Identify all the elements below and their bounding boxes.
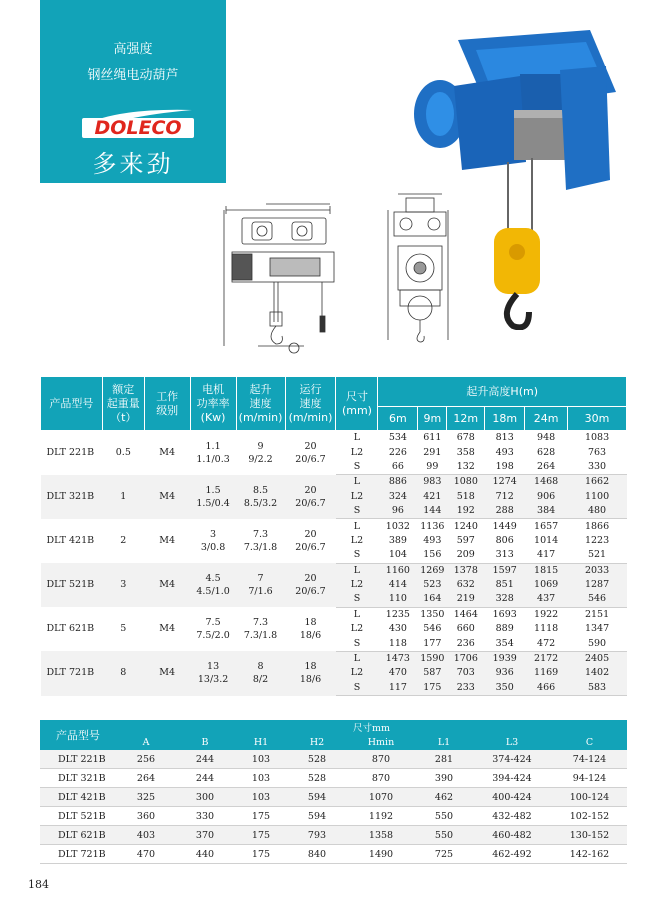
model-cell: DLT 421B	[41, 519, 103, 563]
dim-value-cell: 1192	[346, 807, 416, 826]
dim-value-cell: 394-424	[472, 769, 552, 788]
height-value-cell: 534	[378, 431, 418, 446]
height-value-cell: 1136	[418, 519, 447, 534]
dim-value-cell: 330	[176, 807, 234, 826]
height-value-cell: 350	[485, 681, 525, 696]
dim-value-cell: 400-424	[472, 788, 552, 807]
height-value-cell: 358	[447, 445, 485, 459]
work-class-cell: M4	[144, 651, 190, 695]
col-header-height: 30m	[568, 407, 627, 431]
dim-value-cell: 130-152	[552, 826, 627, 845]
spec-row	[41, 563, 627, 578]
lift-speed-cell: 8 8/2	[236, 651, 285, 695]
height-value-cell: 1240	[447, 519, 485, 534]
height-value-cell: 233	[447, 681, 485, 696]
col-header-size: 尺寸 (mm)	[336, 377, 378, 431]
height-value-cell: 948	[525, 431, 568, 446]
dim-col-header-model: 产品型号	[40, 720, 116, 750]
dim-value-cell: 840	[288, 845, 346, 864]
height-value-cell: 712	[485, 490, 525, 504]
height-value-cell: 99	[418, 460, 447, 475]
run-speed-cell: 20 20/6.7	[285, 431, 336, 475]
col-header-height: 9m	[418, 407, 447, 431]
size-key-cell: S	[336, 681, 378, 696]
dim-col-header: A	[116, 734, 176, 750]
height-value-cell: 1378	[447, 563, 485, 578]
brand-panel	[40, 0, 226, 183]
height-value-cell: 2151	[568, 607, 627, 622]
power-cell: 7.5 7.5/2.0	[190, 607, 236, 651]
height-value-cell: 132	[447, 460, 485, 475]
power-cell: 13 13/3.2	[190, 651, 236, 695]
dim-value-cell: 403	[116, 826, 176, 845]
dim-value-cell: 725	[416, 845, 472, 864]
load-cell: 8	[102, 651, 144, 695]
height-value-cell: 906	[525, 490, 568, 504]
height-value-cell: 104	[378, 548, 418, 563]
height-value-cell: 470	[378, 666, 418, 680]
height-value-cell: 1223	[568, 534, 627, 548]
height-value-cell: 1693	[485, 607, 525, 622]
dim-value-cell: 142-162	[552, 845, 627, 864]
height-value-cell: 354	[485, 636, 525, 651]
dim-col-header: C	[552, 734, 627, 750]
size-key-cell: S	[336, 504, 378, 519]
dim-value-cell: 281	[416, 750, 472, 769]
power-cell: 4.5 4.5/1.0	[190, 563, 236, 607]
col-header-lift-height: 起升高度H(m)	[378, 377, 627, 407]
dim-value-cell: 244	[176, 750, 234, 769]
spec-row	[41, 475, 627, 490]
col-header-run-speed: 运行 速度 (m/min)	[285, 377, 336, 431]
height-value-cell: 421	[418, 490, 447, 504]
height-value-cell: 1274	[485, 475, 525, 490]
load-cell: 3	[102, 563, 144, 607]
model-cell: DLT 221B	[41, 431, 103, 475]
dim-value-cell: 1358	[346, 826, 416, 845]
height-value-cell: 236	[447, 636, 485, 651]
size-key-cell: L2	[336, 534, 378, 548]
col-header-height: 24m	[525, 407, 568, 431]
height-value-cell: 521	[568, 548, 627, 563]
height-value-cell: 1706	[447, 651, 485, 666]
height-value-cell: 886	[378, 475, 418, 490]
run-speed-cell: 20 20/6.7	[285, 519, 336, 563]
dim-group-header: 尺寸mm	[116, 720, 627, 734]
run-speed-cell: 18 18/6	[285, 607, 336, 651]
height-value-cell: 1083	[568, 431, 627, 446]
height-value-cell: 417	[525, 548, 568, 563]
col-header-load: 额定 起重量 （t）	[102, 377, 144, 431]
dim-value-cell: 870	[346, 750, 416, 769]
height-value-cell: 763	[568, 445, 627, 459]
height-value-cell: 2405	[568, 651, 627, 666]
dimension-table	[40, 720, 627, 864]
hoist-photo	[410, 30, 620, 330]
height-value-cell: 1350	[418, 607, 447, 622]
height-value-cell: 389	[378, 534, 418, 548]
dim-value-cell: 256	[116, 750, 176, 769]
dim-col-header: L1	[416, 734, 472, 750]
lift-speed-cell: 7.3 7.3/1.8	[236, 519, 285, 563]
height-value-cell: 1922	[525, 607, 568, 622]
dim-value-cell: 550	[416, 826, 472, 845]
work-class-cell: M4	[144, 519, 190, 563]
dim-col-header: B	[176, 734, 234, 750]
dim-value-cell: 1490	[346, 845, 416, 864]
height-value-cell: 590	[568, 636, 627, 651]
height-value-cell: 110	[378, 592, 418, 607]
height-value-cell: 198	[485, 460, 525, 475]
height-value-cell: 628	[525, 445, 568, 459]
height-value-cell: 597	[447, 534, 485, 548]
power-cell: 1.1 1.1/0.3	[190, 431, 236, 475]
size-key-cell: L2	[336, 622, 378, 636]
height-value-cell: 1939	[485, 651, 525, 666]
height-value-cell: 493	[485, 445, 525, 459]
height-value-cell: 632	[447, 578, 485, 592]
col-header-work-class: 工作 级别	[144, 377, 190, 431]
dim-row	[40, 769, 627, 788]
height-value-cell: 209	[447, 548, 485, 563]
work-class-cell: M4	[144, 563, 190, 607]
col-header-power: 电机 功率率 (Kw)	[190, 377, 236, 431]
height-value-cell: 1464	[447, 607, 485, 622]
dim-value-cell: 550	[416, 807, 472, 826]
height-value-cell: 587	[418, 666, 447, 680]
height-value-cell: 703	[447, 666, 485, 680]
height-value-cell: 546	[418, 622, 447, 636]
dim-value-cell: 264	[116, 769, 176, 788]
height-value-cell: 851	[485, 578, 525, 592]
height-value-cell: 144	[418, 504, 447, 519]
height-value-cell: 466	[525, 681, 568, 696]
height-value-cell: 493	[418, 534, 447, 548]
height-value-cell: 806	[485, 534, 525, 548]
col-header-height: 18m	[485, 407, 525, 431]
dim-value-cell: 1070	[346, 788, 416, 807]
spec-table	[40, 376, 627, 696]
size-key-cell: S	[336, 636, 378, 651]
model-cell: DLT 521B	[41, 563, 103, 607]
work-class-cell: M4	[144, 475, 190, 519]
dim-value-cell: 460-482	[472, 826, 552, 845]
height-value-cell: 175	[418, 681, 447, 696]
power-cell: 3 3/0.8	[190, 519, 236, 563]
height-value-cell: 264	[525, 460, 568, 475]
model-cell: DLT 321B	[41, 475, 103, 519]
model-cell: DLT 721B	[41, 651, 103, 695]
model-cell: DLT 621B	[41, 607, 103, 651]
height-value-cell: 678	[447, 431, 485, 446]
size-key-cell: L2	[336, 578, 378, 592]
lift-speed-cell: 9 9/2.2	[236, 431, 285, 475]
size-key-cell: S	[336, 592, 378, 607]
model-cell: DLT 521B	[40, 807, 116, 826]
dim-row	[40, 826, 627, 845]
height-value-cell: 936	[485, 666, 525, 680]
dim-value-cell: 374-424	[472, 750, 552, 769]
height-value-cell: 1235	[378, 607, 418, 622]
size-key-cell: S	[336, 460, 378, 475]
height-value-cell: 1118	[525, 622, 568, 636]
height-value-cell: 288	[485, 504, 525, 519]
size-key-cell: L	[336, 475, 378, 490]
col-header-model: 产品型号	[41, 377, 103, 431]
height-value-cell: 813	[485, 431, 525, 446]
height-value-cell: 1069	[525, 578, 568, 592]
dim-col-header: H1	[234, 734, 288, 750]
load-cell: 0.5	[102, 431, 144, 475]
lift-speed-cell: 7.3 7.3/1.8	[236, 607, 285, 651]
work-class-cell: M4	[144, 607, 190, 651]
height-value-cell: 384	[525, 504, 568, 519]
height-value-cell: 660	[447, 622, 485, 636]
dim-value-cell: 74-124	[552, 750, 627, 769]
height-value-cell: 291	[418, 445, 447, 459]
dim-value-cell: 360	[116, 807, 176, 826]
run-speed-cell: 18 18/6	[285, 651, 336, 695]
dim-row	[40, 807, 627, 826]
height-value-cell: 117	[378, 681, 418, 696]
height-value-cell: 219	[447, 592, 485, 607]
size-key-cell: L	[336, 563, 378, 578]
dim-value-cell: 175	[234, 826, 288, 845]
model-cell: DLT 221B	[40, 750, 116, 769]
height-value-cell: 611	[418, 431, 447, 446]
dim-value-cell: 432-482	[472, 807, 552, 826]
height-value-cell: 313	[485, 548, 525, 563]
height-value-cell: 480	[568, 504, 627, 519]
height-value-cell: 1347	[568, 622, 627, 636]
height-value-cell: 1269	[418, 563, 447, 578]
dim-row	[40, 788, 627, 807]
height-value-cell: 1662	[568, 475, 627, 490]
dim-value-cell: 370	[176, 826, 234, 845]
svg-text:DOLECO: DOLECO	[94, 117, 182, 139]
size-key-cell: L2	[336, 445, 378, 459]
dim-value-cell: 103	[234, 788, 288, 807]
height-value-cell: 1815	[525, 563, 568, 578]
height-value-cell: 1590	[418, 651, 447, 666]
dim-value-cell: 793	[288, 826, 346, 845]
height-value-cell: 889	[485, 622, 525, 636]
subtitle-line1: 高强度	[113, 42, 153, 57]
spec-row	[41, 431, 627, 446]
model-cell: DLT 721B	[40, 845, 116, 864]
load-cell: 2	[102, 519, 144, 563]
height-value-cell: 177	[418, 636, 447, 651]
dim-col-header: Hmin	[346, 734, 416, 750]
dim-value-cell: 103	[234, 769, 288, 788]
height-value-cell: 1014	[525, 534, 568, 548]
height-value-cell: 983	[418, 475, 447, 490]
dim-col-header: L3	[472, 734, 552, 750]
power-cell: 1.5 1.5/0.4	[190, 475, 236, 519]
spec-row	[41, 519, 627, 534]
lift-speed-cell: 8.5 8.5/3.2	[236, 475, 285, 519]
height-value-cell: 226	[378, 445, 418, 459]
height-value-cell: 1032	[378, 519, 418, 534]
dim-value-cell: 300	[176, 788, 234, 807]
spec-row	[41, 607, 627, 622]
doleco-logo	[76, 106, 198, 140]
dim-value-cell: 100-124	[552, 788, 627, 807]
height-value-cell: 1473	[378, 651, 418, 666]
col-header-height: 12m	[447, 407, 485, 431]
run-speed-cell: 20 20/6.7	[285, 563, 336, 607]
height-value-cell: 1657	[525, 519, 568, 534]
model-cell: DLT 321B	[40, 769, 116, 788]
dim-row	[40, 750, 627, 769]
height-value-cell: 1080	[447, 475, 485, 490]
dim-value-cell: 528	[288, 769, 346, 788]
height-value-cell: 518	[447, 490, 485, 504]
size-key-cell: L2	[336, 666, 378, 680]
dim-col-header: H2	[288, 734, 346, 750]
height-value-cell: 583	[568, 681, 627, 696]
size-key-cell: L	[336, 519, 378, 534]
lift-speed-cell: 7 7/1.6	[236, 563, 285, 607]
height-value-cell: 164	[418, 592, 447, 607]
load-cell: 1	[102, 475, 144, 519]
col-header-lift-speed: 起升 速度 (m/min)	[236, 377, 285, 431]
height-value-cell: 328	[485, 592, 525, 607]
side-view-drawing	[218, 196, 340, 364]
height-value-cell: 1468	[525, 475, 568, 490]
height-value-cell: 430	[378, 622, 418, 636]
dim-value-cell: 102-152	[552, 807, 627, 826]
size-key-cell: S	[336, 548, 378, 563]
height-value-cell: 1597	[485, 563, 525, 578]
run-speed-cell: 20 20/6.7	[285, 475, 336, 519]
height-value-cell: 2172	[525, 651, 568, 666]
subtitle-line2: 钢丝绳电动葫芦	[87, 68, 179, 83]
dim-value-cell: 175	[234, 807, 288, 826]
height-value-cell: 1449	[485, 519, 525, 534]
dim-value-cell: 325	[116, 788, 176, 807]
size-key-cell: L	[336, 431, 378, 446]
dim-value-cell: 175	[234, 845, 288, 864]
size-key-cell: L	[336, 651, 378, 666]
dim-value-cell: 103	[234, 750, 288, 769]
height-value-cell: 1100	[568, 490, 627, 504]
height-value-cell: 1160	[378, 563, 418, 578]
dim-value-cell: 528	[288, 750, 346, 769]
dim-value-cell: 390	[416, 769, 472, 788]
height-value-cell: 472	[525, 636, 568, 651]
height-value-cell: 1866	[568, 519, 627, 534]
work-class-cell: M4	[144, 431, 190, 475]
dim-value-cell: 462	[416, 788, 472, 807]
dim-value-cell: 870	[346, 769, 416, 788]
model-cell: DLT 621B	[40, 826, 116, 845]
height-value-cell: 192	[447, 504, 485, 519]
height-value-cell: 66	[378, 460, 418, 475]
height-value-cell: 437	[525, 592, 568, 607]
dim-value-cell: 462-492	[472, 845, 552, 864]
height-value-cell: 330	[568, 460, 627, 475]
page-number: 184	[28, 878, 49, 891]
height-value-cell: 324	[378, 490, 418, 504]
height-value-cell: 118	[378, 636, 418, 651]
size-key-cell: L	[336, 607, 378, 622]
model-cell: DLT 421B	[40, 788, 116, 807]
height-value-cell: 1402	[568, 666, 627, 680]
height-value-cell: 2033	[568, 563, 627, 578]
dim-value-cell: 470	[116, 845, 176, 864]
height-value-cell: 96	[378, 504, 418, 519]
dim-value-cell: 94-124	[552, 769, 627, 788]
height-value-cell: 414	[378, 578, 418, 592]
load-cell: 5	[102, 607, 144, 651]
brand-chinese-name: 多来劲	[92, 150, 174, 178]
height-value-cell: 156	[418, 548, 447, 563]
spec-row	[41, 651, 627, 666]
dim-value-cell: 594	[288, 807, 346, 826]
dim-row	[40, 845, 627, 864]
size-key-cell: L2	[336, 490, 378, 504]
col-header-height: 6m	[378, 407, 418, 431]
dim-value-cell: 594	[288, 788, 346, 807]
dim-value-cell: 244	[176, 769, 234, 788]
dim-value-cell: 440	[176, 845, 234, 864]
height-value-cell: 523	[418, 578, 447, 592]
height-value-cell: 546	[568, 592, 627, 607]
height-value-cell: 1287	[568, 578, 627, 592]
height-value-cell: 1169	[525, 666, 568, 680]
